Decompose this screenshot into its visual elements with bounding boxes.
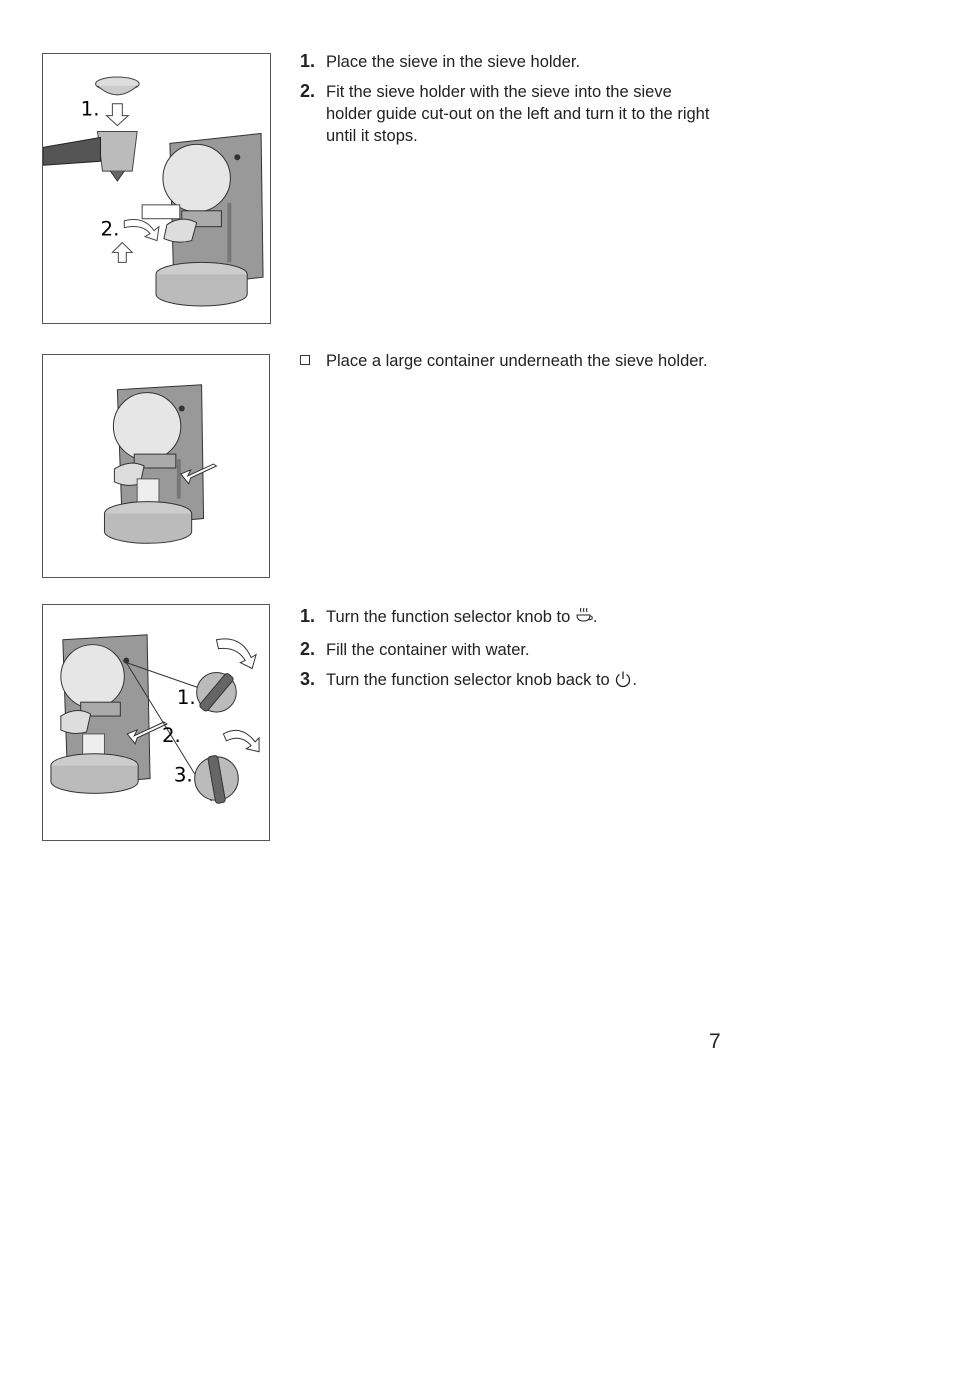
step-place-container — [298, 350, 718, 372]
step-text: Fill the container with water. — [326, 641, 530, 659]
steps-section-2 — [298, 350, 718, 380]
power-icon — [614, 670, 632, 694]
step-number: 1. — [300, 51, 316, 71]
steps-section-1 — [298, 51, 718, 155]
figure-label-1: 1. — [80, 97, 100, 121]
step-number: 1. — [300, 606, 316, 626]
figure-label-2: 2. — [161, 723, 181, 747]
step-fit-sieve-holder — [298, 81, 718, 147]
steps-section-3 — [298, 606, 718, 702]
figure-label-1: 1. — [176, 686, 196, 710]
illustration-espresso-machine-sieve — [43, 54, 270, 323]
step-text-suffix: . — [632, 671, 637, 689]
figure-label-2: 2. — [100, 217, 120, 241]
step-fill-container — [298, 639, 718, 661]
step-number: 2. — [300, 639, 316, 659]
figure-container-placement — [42, 354, 270, 578]
step-text: Fit the sieve holder with the sieve into the sieve holder guide cut-out on the left and turn it to the right until it stops. — [326, 83, 710, 145]
figure-function-selector — [42, 604, 270, 841]
figure-label-3: 3. — [173, 763, 193, 787]
step-number: 2. — [300, 81, 316, 101]
step-text: Place the sieve in the sieve holder. — [326, 53, 581, 71]
checkbox-bullet-icon — [300, 355, 310, 365]
step-place-sieve — [298, 51, 718, 73]
illustration-espresso-machine-container — [43, 355, 269, 577]
steam-cup-icon — [575, 607, 593, 631]
step-number: 3. — [300, 669, 316, 689]
step-text: Place a large container underneath the sieve holder. — [326, 352, 708, 370]
step-text: Turn the function selector knob back to — [326, 671, 615, 689]
step-text-suffix: . — [592, 608, 598, 626]
illustration-espresso-machine-knob — [43, 605, 269, 840]
page-number: 7 — [709, 1030, 721, 1053]
step-text: Turn the function selector knob to — [326, 608, 575, 626]
step-turn-knob-back — [298, 669, 718, 694]
figure-sieve-insertion — [42, 53, 271, 324]
step-turn-knob-steam — [298, 606, 718, 631]
